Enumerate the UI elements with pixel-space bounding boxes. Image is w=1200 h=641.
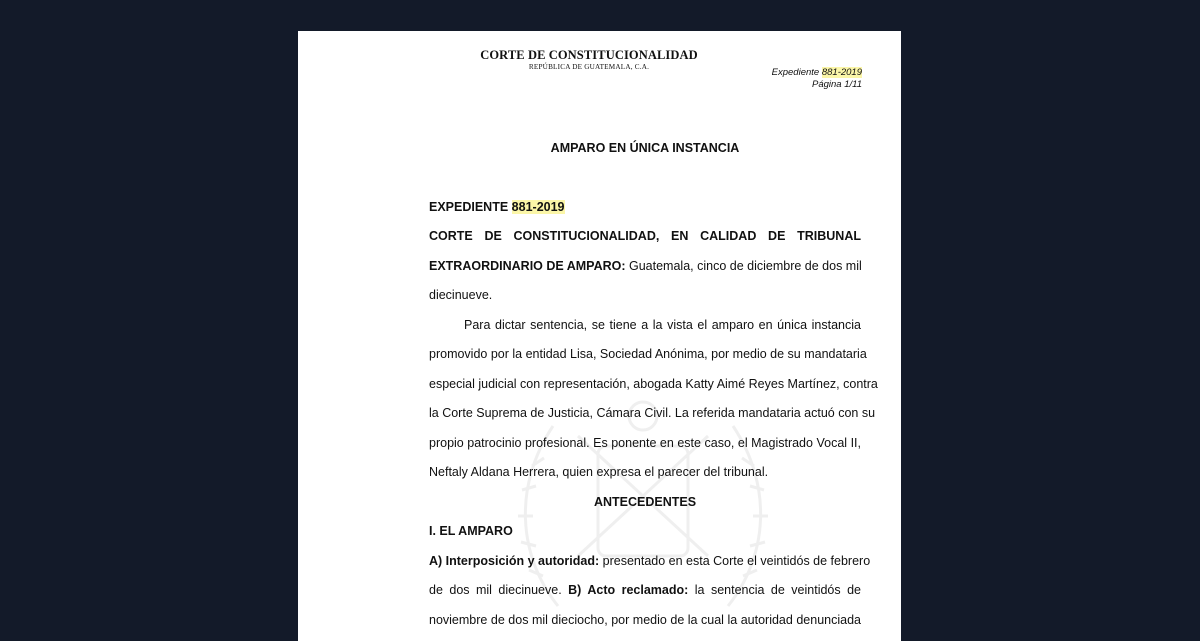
section-antecedentes: ANTECEDENTES [593, 495, 697, 509]
intro-line-2 [429, 257, 861, 275]
expediente-label: EXPEDIENTE [429, 200, 509, 214]
item-a-continuation: de dos mil diecinueve. [429, 583, 569, 597]
file-reference [772, 67, 862, 91]
paragraph-line-3: especial judicial con representación, abogada Katty Aimé Reyes Martínez, contra [429, 377, 878, 391]
intro-bold: EXTRAORDINARIO DE AMPARO: [429, 259, 626, 273]
paragraph-line-5: propio patrocinio profesional. Es ponente en este caso, el Magistrado Vocal II, [429, 436, 861, 450]
item-a-label: A) Interposición y autoridad: [429, 554, 600, 568]
item-b-continuation: noviembre de dos mil dieciocho, por medio de la cual la autoridad denunciada [429, 613, 861, 627]
document-title: AMPARO EN ÚNICA INSTANCIA [550, 141, 740, 155]
paragraph-line-6: Neftaly Aldana Herrera, quien expresa el parecer del tribunal. [429, 465, 769, 479]
section-amparo: I. EL AMPARO [429, 524, 513, 538]
page-number: Página 1/11 [811, 79, 862, 90]
file-label: Expediente [771, 67, 820, 78]
intro-line-3: diecinueve. [429, 288, 493, 302]
item-b-label: B) Acto reclamado: [568, 583, 689, 597]
court-subtitle: REPÚBLICA DE GUATEMALA, C.A. [528, 63, 650, 71]
paragraph-line-1: Para dictar sentencia, se tiene a la vista el amparo en única instancia [464, 318, 861, 332]
intro-line-1: CORTE DE CONSTITUCIONALIDAD, EN CALIDAD DE TRIBUNAL [429, 229, 861, 243]
item-b-text: la sentencia de veintidós de [688, 583, 861, 597]
expediente-number: 881-2019 [511, 200, 565, 214]
paragraph-line-2: promovido por la entidad Lisa, Sociedad Anónima, por medio de su mandataria [429, 347, 867, 361]
paragraph-line-4: la Corte Suprema de Justicia, Cámara Civil. La referida mandataria actuó con su [429, 406, 876, 420]
intro-rest: Guatemala, cinco de diciembre de dos mil [625, 259, 862, 273]
item-a-line [429, 552, 871, 570]
expediente-heading [429, 198, 861, 216]
file-number-line [772, 67, 862, 79]
court-name: CORTE DE CONSTITUCIONALIDAD [480, 48, 698, 62]
item-a-text: presentado en esta Corte el veintidós de febrero [599, 554, 871, 568]
document-page [298, 31, 901, 641]
item-b-line [429, 581, 861, 599]
file-number: 881-2019 [821, 67, 862, 78]
